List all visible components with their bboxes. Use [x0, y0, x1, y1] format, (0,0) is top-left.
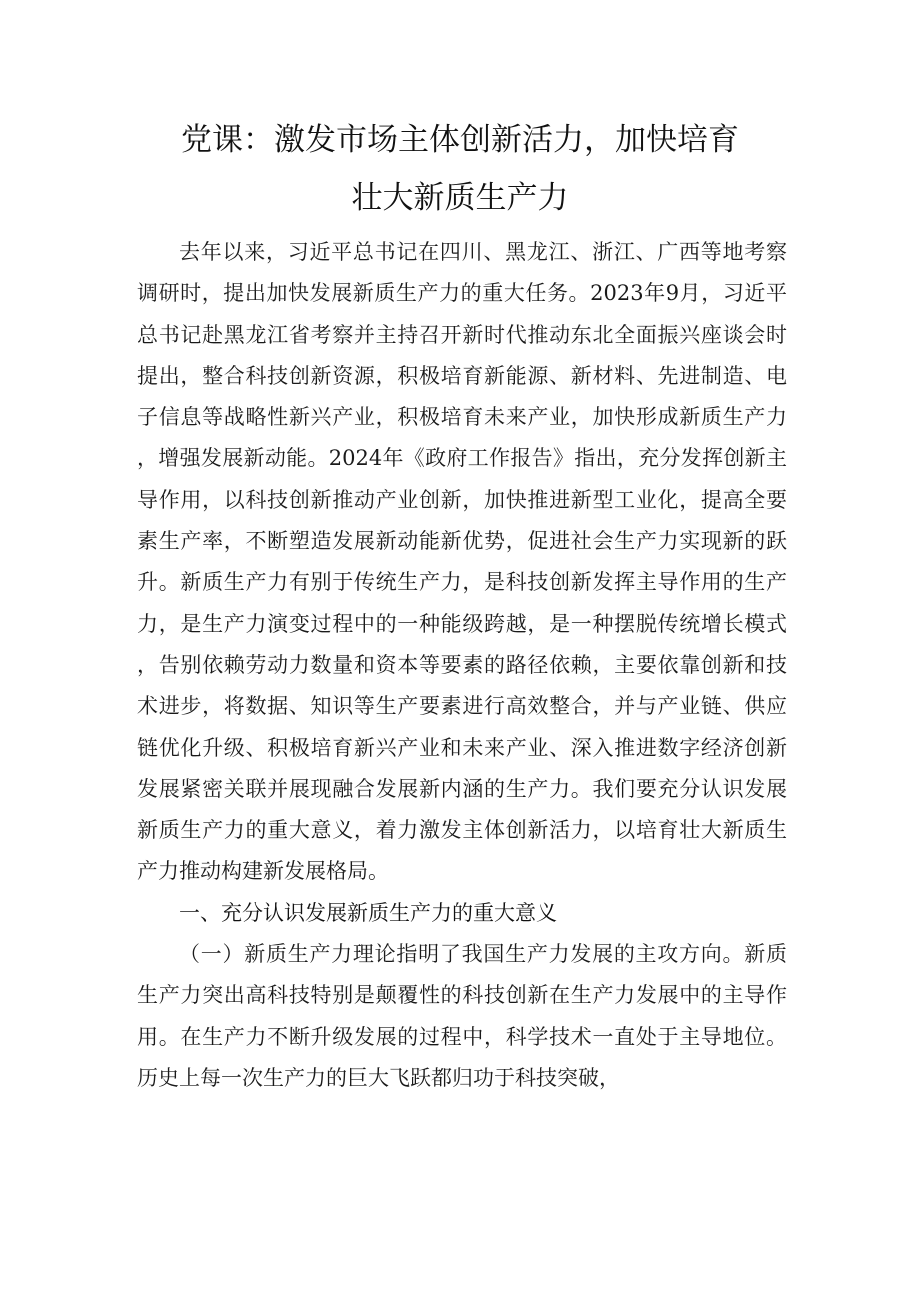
section-1-paragraph-1: （一）新质生产力理论指明了我国生产力发展的主攻方向。新质生产力突出高科技特别是颠覆性的科技创新在生产力发展中的主导作用。在生产力不断升级发展的过程中，科学技术一直处于主导地位。历史上每一次生产力的巨大飞跃都归功于科技突破，	[137, 942, 787, 1090]
section-heading-1: 一、充分认识发展新质生产力的重大意义	[179, 900, 557, 925]
document-title-line-2: 壮大新质生产力	[351, 180, 569, 216]
document-body	[137, 232, 787, 1099]
document-title-line-1: 党课：激发市场主体创新活力，加快培育	[181, 122, 739, 158]
intro-paragraph: 去年以来，习近平总书记在四川、黑龙江、浙江、广西等地考察调研时，提出加快发展新质生产力的重大任务。2023年9月，习近平总书记赴黑龙江省考察并主持召开新时代推动东北全面振兴座谈会时提出，整合科技创新资源，积极培育新能源、新材料、先进制造、电子信息等战略性新兴产业，积极培育未来产业，加快形成新质生产力，增强发展新动能。2024年《政府工作报告》指出，充分发挥创新主导作用，以科技创新推动产业创新，加快推进新型工业化，提高全要素生产率，不断塑造发展新动能新优势，促进社会生产力实现新的跃升。新质生产力有别于传统生产力，是科技创新发挥主导作用的生产力，是生产力演变过程中的一种能级跨越，是一种摆脱传统增长模式，告别依赖劳动力数量和资本等要素的路径依赖，主要依靠创新和技术进步，将数据、知识等生产要素进行高效整合，并与产业链、供应链优化升级、积极培育新兴产业和未来产业、深入推进数字经济创新发展紧密关联并展现融合发展新内涵的生产力。我们要充分认识发展新质生产力的重大意义，着力激发主体创新活力，以培育壮大新质生产力推动构建新发展格局。	[137, 240, 787, 884]
